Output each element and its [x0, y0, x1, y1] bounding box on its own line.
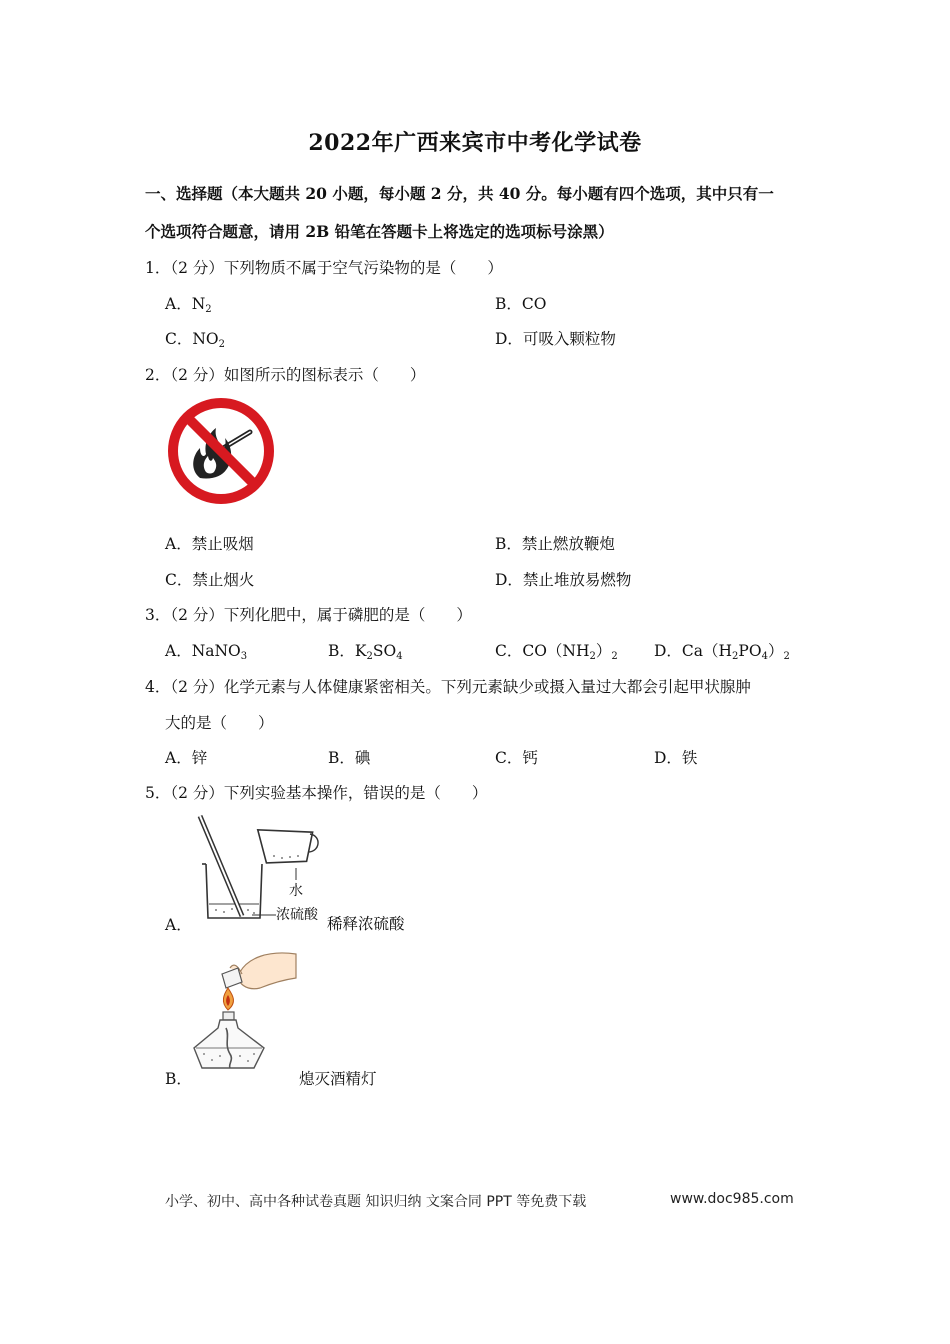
- alcohol-lamp-figure: [190, 944, 302, 1074]
- question-1-stem: 1．（2 分）下列物质不属于空气污染物的是（ ）: [145, 259, 503, 277]
- q2-option-d: D．禁止堆放易燃物: [495, 571, 632, 589]
- q4-option-a: A．锌: [165, 749, 208, 767]
- q3-option-d: D．$Ca(H_2PO_4)_2$: [654, 642, 790, 662]
- question-5-stem: 5．（2 分）下列实验基本操作，错误的是（ ）: [145, 784, 488, 802]
- section-header-line2: 个选项符合题意，请用 2B 铅笔在答题卡上将选定的选项标号涂黑）: [145, 222, 614, 241]
- q5-option-b-caption: 熄灭酒精灯: [299, 1070, 377, 1088]
- q4-option-c: C．钙: [495, 749, 538, 767]
- q2-option-a: A．禁止吸烟: [165, 535, 254, 553]
- figure-label-water: 水: [289, 883, 303, 899]
- q5-option-a-caption: 稀释浓硫酸: [327, 915, 405, 933]
- question-4-stem-line1: 4．（2 分）化学元素与人体健康紧密相关。下列元素缺少或摄入量过大都会引起甲状腺肿: [145, 678, 751, 696]
- q5-option-a-letter: A．: [165, 916, 192, 934]
- no-fire-sign-icon: [166, 396, 276, 506]
- q4-option-d: D．铁: [654, 749, 698, 767]
- q5-option-b-letter: B．: [165, 1070, 192, 1088]
- page-title: 2022年广西来宾市中考化学试卷: [308, 130, 642, 156]
- q1-option-a: A．$N_2$: [165, 295, 212, 315]
- q3-option-c: C．$CO(NH_2)_2$: [495, 642, 618, 662]
- question-3-stem: 3．（2 分）下列化肥中，属于磷肥的是（ ）: [145, 606, 472, 624]
- figure-label-conc-acid: 浓硫酸: [276, 907, 318, 923]
- q3-option-a: A．NaNO$_3$: [165, 642, 248, 662]
- question-4-stem-line2: 大的是（ ）: [165, 714, 274, 732]
- q1-option-d: D．可吸入颗粒物: [495, 330, 616, 348]
- q3-option-b: B．$K_2SO_4$: [328, 642, 403, 662]
- q4-option-b: B．碘: [328, 749, 371, 767]
- footer-url-link[interactable]: www.doc985.com: [670, 1191, 794, 1207]
- section-header-line1: 一、选择题（本大题共 20 小题，每小题 2 分，共 40 分。每小题有四个选项，其中只有一: [145, 184, 774, 203]
- q2-option-b: B．禁止燃放鞭炮: [495, 535, 615, 553]
- q1-option-c: C．$NO_2$: [165, 330, 226, 350]
- footer-text: 小学、初中、高中各种试卷真题 知识归纳 文案合同 PPT 等免费下载: [165, 1194, 587, 1210]
- question-2-stem: 2．（2 分）如图所示的图标表示（ ）: [145, 366, 426, 384]
- q1-option-b: B．CO: [495, 295, 547, 313]
- q2-option-c: C．禁止烟火: [165, 571, 255, 589]
